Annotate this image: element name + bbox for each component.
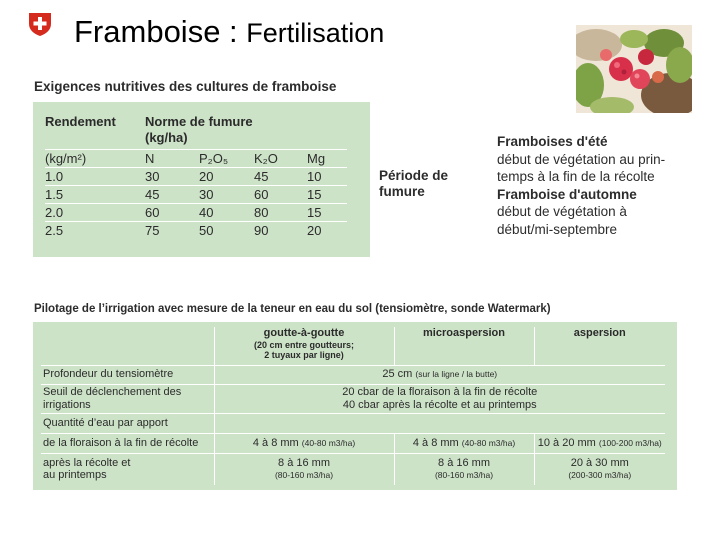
bloom-sprinkler-value: 10 à 20 mm	[537, 436, 596, 449]
col-drip-header	[214, 327, 394, 365]
col-micro-header: microaspersion	[394, 327, 534, 365]
depth-row	[41, 365, 665, 384]
autumn-line2: début/mi-septembre	[497, 221, 618, 237]
threshold-label-line1: Seuil de déclenchement des	[43, 386, 182, 398]
depth-value-cell	[214, 365, 665, 384]
col-norm-line2: (kg/ha)	[145, 130, 188, 145]
col-yield-header: Rendement	[45, 114, 116, 129]
col-drip-label: goutte-à-goutte	[263, 327, 345, 339]
col-norm-line1: Norme de fumure	[145, 114, 253, 129]
swiss-cross-logo	[27, 11, 53, 37]
cell-mg: 15	[307, 186, 347, 204]
period-label-line2: fumure	[379, 184, 425, 199]
irrigation-heading: Pilotage de l’irrigation avec mesure de la teneur en eau du sol (tensiomètre, sonde Watermark)	[34, 303, 551, 315]
bloom-drip-cell	[214, 433, 394, 453]
cell-yield: 1.0	[45, 168, 145, 186]
after-micro-note: (80-160 m3/ha)	[434, 470, 494, 481]
quantity-row	[41, 413, 665, 433]
after-label-line1: après la récolte et	[43, 456, 131, 469]
after-harvest-row	[41, 453, 665, 485]
after-drip-cell	[214, 453, 394, 485]
cell-p: 20	[199, 168, 254, 186]
raspberry-photo	[576, 25, 692, 113]
after-harvest-label	[41, 453, 214, 485]
period-label-line1: Période de	[379, 168, 449, 183]
cell-mg: 10	[307, 168, 347, 186]
bloom-micro-note: (40-80 m3/ha)	[461, 437, 516, 448]
nutrient-heading: Exigences nutritives des cultures de framboise	[34, 79, 337, 94]
bloom-drip-note: (40-80 m3/ha)	[301, 437, 356, 448]
cell-k: 90	[254, 222, 307, 240]
cell-yield: 2.0	[45, 204, 145, 222]
bloom-micro-cell	[394, 433, 534, 453]
bloom-row	[41, 433, 665, 453]
threshold-label-line2: irrigations	[43, 398, 91, 411]
irrigation-table	[41, 327, 665, 485]
unit-mg: Mg	[307, 150, 347, 168]
bloom-sprinkler-note: (100-200 m3/ha)	[598, 437, 662, 448]
after-micro-cell	[394, 453, 534, 485]
depth-label: Profondeur du tensiomètre	[41, 365, 214, 384]
autumn-line1: début de végétation à	[497, 204, 627, 220]
bloom-sprinkler-cell	[534, 433, 665, 453]
threshold-row	[41, 384, 665, 413]
nutrient-table-panel	[33, 102, 370, 257]
table-row	[45, 204, 347, 222]
unit-p: P₂O₅	[199, 150, 254, 168]
after-sprinkler-value: 20 à 30 mm	[570, 456, 629, 469]
depth-value: 25 cm	[382, 368, 413, 381]
threshold-label	[41, 384, 214, 413]
summer-line1: début de végétation au prin-	[497, 151, 666, 167]
title-sub: Fertilisation	[246, 18, 385, 48]
unit-n: N	[145, 150, 199, 168]
cell-n: 60	[145, 204, 199, 222]
unit-yield: (kg/m²)	[45, 150, 145, 168]
after-drip-value: 8 à 16 mm	[278, 456, 330, 469]
quantity-label: Quantité d’eau par apport	[41, 413, 214, 433]
after-micro-value: 8 à 16 mm	[438, 456, 490, 469]
cell-p: 40	[199, 204, 254, 222]
cell-k: 60	[254, 186, 307, 204]
after-label-line2: au printemps	[43, 469, 107, 482]
threshold-value-line1: 20 cbar de la floraison à la fin de récolte	[342, 386, 538, 398]
irrigation-table-panel	[33, 322, 677, 490]
table-row	[45, 168, 347, 186]
cell-mg: 20	[307, 222, 347, 240]
cell-p: 50	[199, 222, 254, 240]
title-main: Framboise :	[74, 14, 247, 49]
cell-n: 30	[145, 168, 199, 186]
header-empty-cell	[41, 327, 214, 365]
fertilization-period-label	[379, 168, 469, 200]
cell-yield: 2.5	[45, 222, 145, 240]
cell-p: 30	[199, 186, 254, 204]
cell-k: 45	[254, 168, 307, 186]
cell-mg: 15	[307, 204, 347, 222]
cell-k: 80	[254, 204, 307, 222]
summer-raspberry-heading: Framboises d'été	[497, 134, 608, 149]
cell-yield: 1.5	[45, 186, 145, 204]
unit-row	[45, 150, 347, 168]
summer-line2: temps à la fin de la récolte	[497, 169, 655, 185]
col-drip-note1: (20 cm entre goutteurs;	[253, 339, 355, 350]
bloom-micro-value: 4 à 8 mm	[412, 436, 459, 449]
col-drip-note2: 2 tuyaux par ligne)	[264, 350, 344, 360]
bloom-drip-value: 4 à 8 mm	[252, 436, 299, 449]
table-row	[45, 222, 347, 240]
fertilization-period-text	[497, 133, 697, 239]
after-sprinkler-cell	[534, 453, 665, 485]
cell-n: 75	[145, 222, 199, 240]
nutrient-table	[45, 114, 347, 240]
table-row	[45, 186, 347, 204]
bloom-label: de la floraison à la fin de récolte	[41, 433, 214, 453]
after-sprinkler-note: (200-300 m3/ha)	[568, 470, 632, 481]
quantity-empty-cell	[214, 413, 665, 433]
cell-n: 45	[145, 186, 199, 204]
after-drip-note: (80-160 m3/ha)	[274, 470, 334, 481]
depth-note: (sur la ligne / la butte)	[415, 369, 498, 380]
threshold-value-cell	[214, 384, 665, 413]
autumn-raspberry-heading: Framboise d'automne	[497, 186, 637, 202]
threshold-value-line2: 40 cbar après la récolte et au printemps	[342, 398, 537, 411]
page-title	[74, 14, 384, 50]
col-sprinkler-header: aspersion	[534, 327, 665, 365]
irrigation-header-row	[41, 327, 665, 365]
col-norm-header	[145, 114, 347, 150]
unit-k: K₂O	[254, 150, 307, 168]
